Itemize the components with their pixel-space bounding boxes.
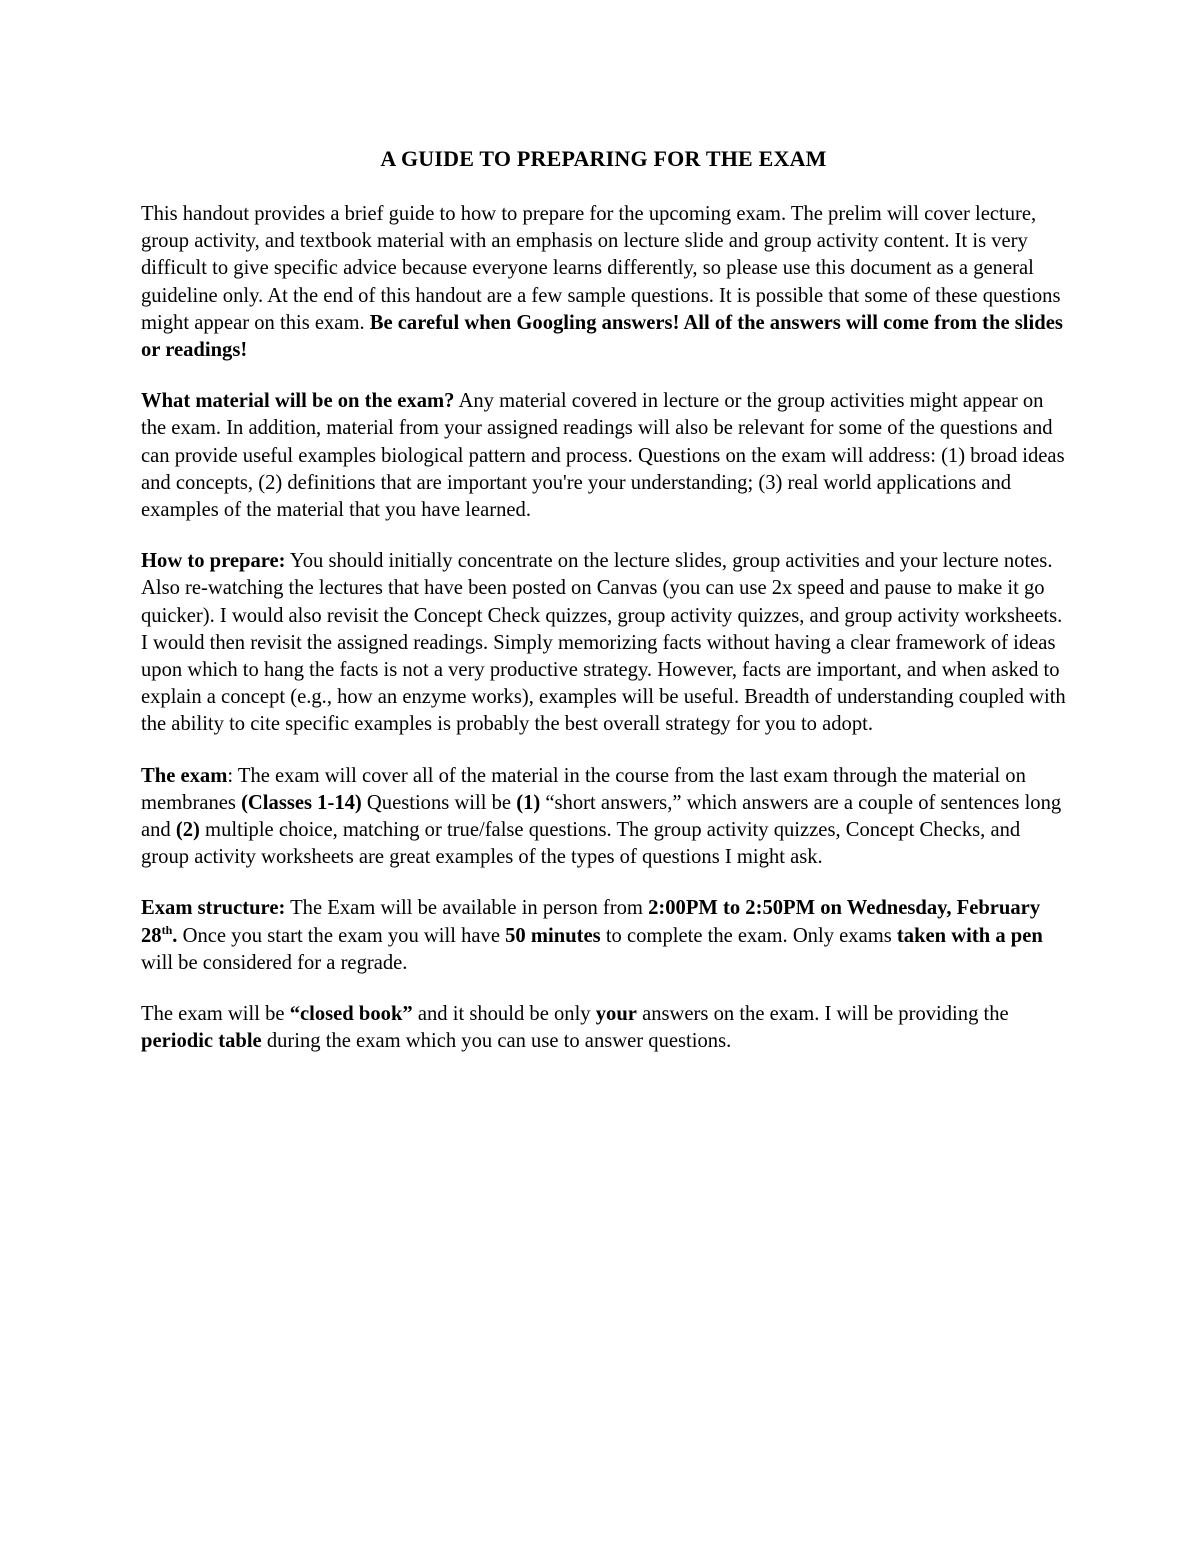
structure-paragraph bbox=[141, 895, 1066, 977]
prepare-heading: How to prepare: bbox=[141, 550, 286, 573]
structure-text-4: will be considered for a regrade. bbox=[141, 951, 408, 974]
exam-text-3: “short answers,” which answers are a couple of sentences long and bbox=[141, 791, 1062, 842]
exam-text-4: multiple choice, matching or true/false questions. The group activity quizzes, Concept Checks, and group activity worksheets are great examples of the types of questions I might ask. bbox=[141, 819, 1021, 869]
intro-warning: Be careful when Googling answers! All of the answers will come from the slides or readings! bbox=[141, 311, 1063, 362]
structure-text-2: Once you start the exam you will have bbox=[177, 924, 506, 947]
intro-paragraph bbox=[141, 201, 1066, 364]
document-title: A GUIDE TO PREPARING FOR THE EXAM bbox=[380, 146, 827, 171]
material-text: Any material covered in lecture or the group activities might appear on the exam. In addition, material from your assigned readings will also be relevant for some of the questions and can provide useful examples biological pattern and process. Questions on the exam will address: (1) broad ideas and concepts, (2) definitions that are important you're your understanding; (3) real world applications and examples of the material that you have learned. bbox=[141, 390, 1065, 522]
structure-time-period: . bbox=[172, 924, 178, 947]
structure-text-3: to complete the exam. Only exams bbox=[600, 924, 897, 947]
structure-time-sup: th bbox=[161, 922, 173, 937]
exam-text-2: Questions will be bbox=[361, 791, 517, 814]
exam-text-1: : The exam will cover all of the material in the course from the last exam through the material on membranes bbox=[141, 764, 1026, 814]
closing-periodic-table: periodic table bbox=[141, 1030, 262, 1053]
structure-text-1: The Exam will be available in person from bbox=[285, 897, 649, 920]
exam-heading: The exam bbox=[141, 764, 228, 787]
closing-paragraph bbox=[141, 1001, 1066, 1055]
material-paragraph bbox=[141, 388, 1066, 524]
structure-minutes: 50 minutes bbox=[505, 924, 601, 947]
exam-classes: (Classes 1-14) bbox=[241, 791, 362, 814]
structure-heading: Exam structure: bbox=[141, 897, 286, 920]
document-body bbox=[141, 141, 1066, 1079]
exam-item-two: (2) bbox=[175, 819, 200, 842]
closing-your: your bbox=[595, 1003, 637, 1026]
prepare-paragraph bbox=[141, 548, 1066, 738]
closing-closed-book: “closed book” bbox=[289, 1003, 413, 1026]
exam-paragraph bbox=[141, 763, 1066, 872]
intro-text: This handout provides a brief guide to how to prepare for the upcoming exam. The prelim will cover lecture, group activity, and textbook material with an emphasis on lecture slide and group activity content. It is very difficult to give specific advice because everyone learns differently, so please use this document as a general guideline only. At the end of this handout are a few sample questions. It is possible that some of these questions might appear on this exam. bbox=[141, 203, 1061, 334]
structure-time-text: 2:00PM to 2:50PM on Wednesday, February 28 bbox=[141, 897, 1041, 947]
closing-text-1: The exam will be bbox=[141, 1003, 290, 1026]
closing-text-2: and it should be only bbox=[412, 1003, 596, 1026]
closing-text-4: during the exam which you can use to answer questions. bbox=[261, 1030, 732, 1053]
exam-item-one: (1) bbox=[516, 791, 541, 814]
closing-text-3: answers on the exam. I will be providing the bbox=[636, 1003, 1009, 1026]
prepare-text: You should initially concentrate on the lecture slides, group activities and your lecture notes. Also re-watching the lectures that have been posted on Canvas (you can use 2x speed and pause to make it go quicker). I would also revisit the Concept Check quizzes, group activity quizzes, and group activity worksheets. I would then revisit the assigned readings. Simply memorizing facts without having a clear framework of ideas upon which to hang the facts is not a very productive strategy. However, facts are important, and when asked to explain a concept (e.g., how an enzyme works), examples will be useful. Breadth of understanding coupled with the ability to cite specific examples is probably the best overall strategy for you to adopt. bbox=[141, 550, 1066, 736]
structure-pen: taken with a pen bbox=[896, 924, 1043, 947]
material-heading: What material will be on the exam? bbox=[141, 390, 455, 413]
